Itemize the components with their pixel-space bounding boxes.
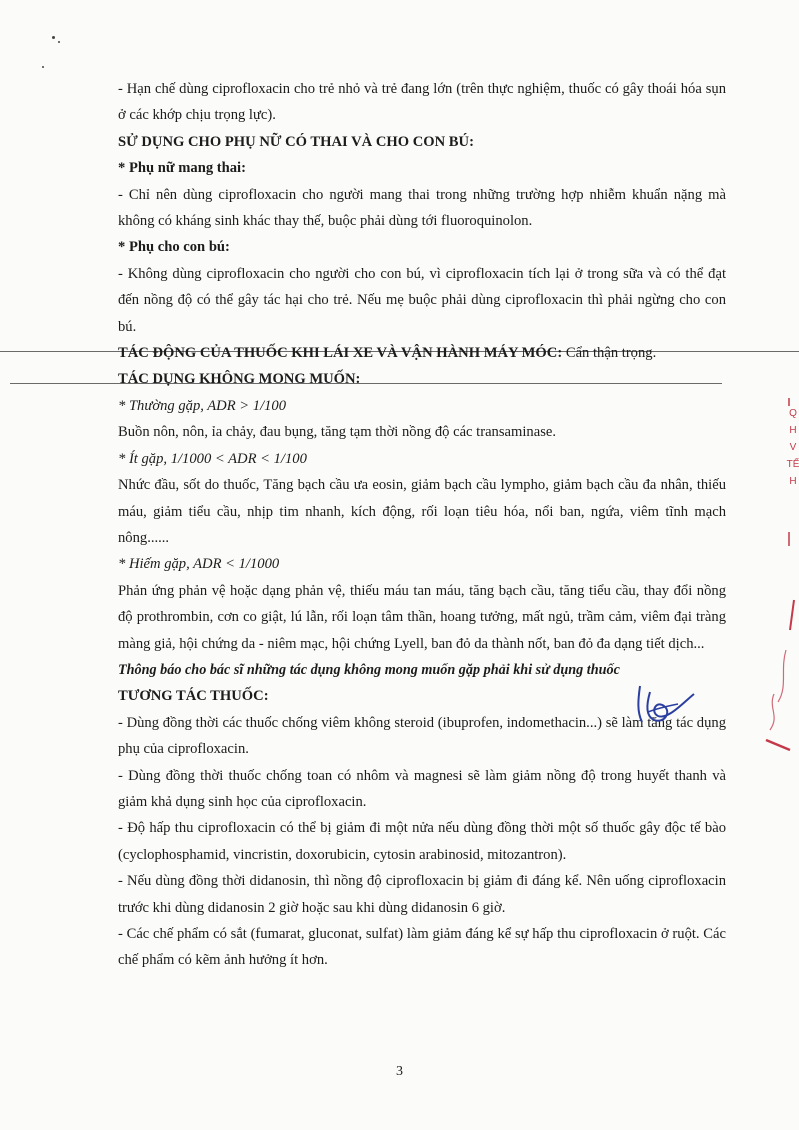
stamp-char: H — [789, 425, 797, 436]
interaction-didanosine: - Nếu dùng đồng thời didanosin, thì nồng độ ciprofloxacin bị giảm đi đáng kể. Nên uống ciprofloxacin trước khi dùng didanosin 2 giờ hoặc sau khi dùng didanosin 6 giờ. — [118, 873, 726, 916]
text-adr-common: Buồn nôn, nôn, ỉa chảy, đau bụng, tăng tạm thời nồng độ các transaminase. — [118, 424, 556, 441]
label-adr-common: * Thường gặp, ADR > 1/100 — [118, 397, 287, 414]
driving-text: Cẩn thận trọng. — [562, 345, 657, 362]
subheading-breastfeeding: * Phụ cho con bú: — [118, 239, 230, 256]
subheading-pregnant-women: * Phụ nữ mang thai: — [118, 160, 246, 177]
text-adr-uncommon: Nhức đầu, sốt do thuốc, Tăng bạch cầu ưa eosin, giảm bạch cầu lympho, giảm bạch cầu đa nhân, thiếu máu, giảm tiểu cầu, nhịp tim nhanh, kích động, rối loạn tiêu hóa, nổi ban, ngứa, viêm tĩnh mạch nông...... — [118, 477, 726, 546]
text-adr-rare: Phản ứng phản vệ hoặc dạng phản vệ, thiếu máu tan máu, tăng bạch cầu, tăng tiểu cầu, thay đổi nồng độ prothrombin, cơn co giật, lú lẫn, rối loạn tâm thần, hoang tưởng, mất ngủ, trầm cảm, viêm đại tràng màng giả, hội chứng da - niêm mạc, hội chứng Lyell, ban đỏ da thành nốt, ban đỏ đa dạng tiết dịch... — [118, 582, 726, 652]
paragraph-breastfeeding: - Không dùng ciprofloxacin cho người cho con bú, vì ciprofloxacin tích lại ở trong sữa và có thể đạt đến nồng độ có thể gây tác hại cho trẻ. Nếu mẹ buộc phải dùng ciprofloxacin thì phải ngừng cho con bú. — [118, 265, 726, 335]
handwritten-signature — [628, 682, 698, 732]
stamp-char: V — [789, 442, 797, 453]
driving-section — [118, 340, 726, 366]
scan-speck — [52, 36, 55, 39]
document-body — [118, 76, 726, 974]
page-number: 3 — [396, 1064, 403, 1079]
label-adr-rare: * Hiếm gặp, ADR < 1/1000 — [118, 556, 280, 573]
interaction-antacids: - Dùng đồng thời thuốc chống toan có nhôm và magnesi sẽ làm giảm nồng độ trong huyết thanh và giảm khả dụng sinh học của ciprofloxacin. — [118, 767, 726, 810]
scan-speck — [42, 66, 44, 68]
label-adr-uncommon: * Ít gặp, 1/1000 < ADR < 1/100 — [118, 450, 307, 467]
interaction-cytotoxic: - Độ hấp thu ciprofloxacin có thể bị giảm đi một nửa nếu dùng đồng thời một số thuốc gây độc tế bào (cyclophosphamid, vincristin, doxorubicin, cytosin arabinosid, mitozantron). — [118, 820, 726, 863]
heading-driving: TÁC ĐỘNG CỦA THUỐC KHI LÁI XE VÀ VẬN HÀNH MÁY MÓC: — [118, 345, 563, 362]
stamp-char: H — [789, 476, 797, 487]
paragraph-children-restriction: - Hạn chế dùng ciprofloxacin cho trẻ nhỏ và trẻ đang lớn (trên thực nghiệm, thuốc có gây thoái hóa sụn ở các khớp chịu trọng lực). — [118, 81, 726, 124]
stamp-char: TẾ — [786, 459, 799, 470]
adr-notice: Thông báo cho bác sĩ những tác dụng không mong muốn gặp phải khi sử dụng thuốc — [118, 661, 620, 678]
interaction-iron-zinc: - Các chế phẩm có sắt (fumarat, gluconat, sulfat) làm giảm đáng kể sự hấp thu ciprofloxacin ở ruột. Các chế phẩm có kẽm ảnh hưởng ít hơn. — [118, 926, 726, 969]
margin-annotation — [760, 590, 799, 760]
heading-pregnancy-breastfeeding: SỬ DỤNG CHO PHỤ NỮ CÓ THAI VÀ CHO CON BÚ: — [118, 133, 474, 150]
heading-drug-interactions: TƯƠNG TÁC THUỐC: — [118, 688, 269, 705]
interaction-nsaids: - Dùng đồng thời các thuốc chống viêm không steroid (ibuprofen, indomethacin...) sẽ làm tăng tác dụng phụ của ciprofloxacin. — [118, 714, 726, 758]
scan-speck — [58, 41, 60, 43]
stamp-border — [786, 398, 799, 548]
heading-adverse-effects: TÁC DỤNG KHÔNG MONG MUỐN: — [118, 371, 361, 388]
paragraph-pregnant-women: - Chỉ nên dùng ciprofloxacin cho người mang thai trong những trường hợp nhiễm khuẩn nặng mà không có kháng sinh khác thay thế, buộc phải dùng tới fluoroquinolon. — [118, 186, 726, 230]
stamp-char: Q — [789, 408, 797, 419]
